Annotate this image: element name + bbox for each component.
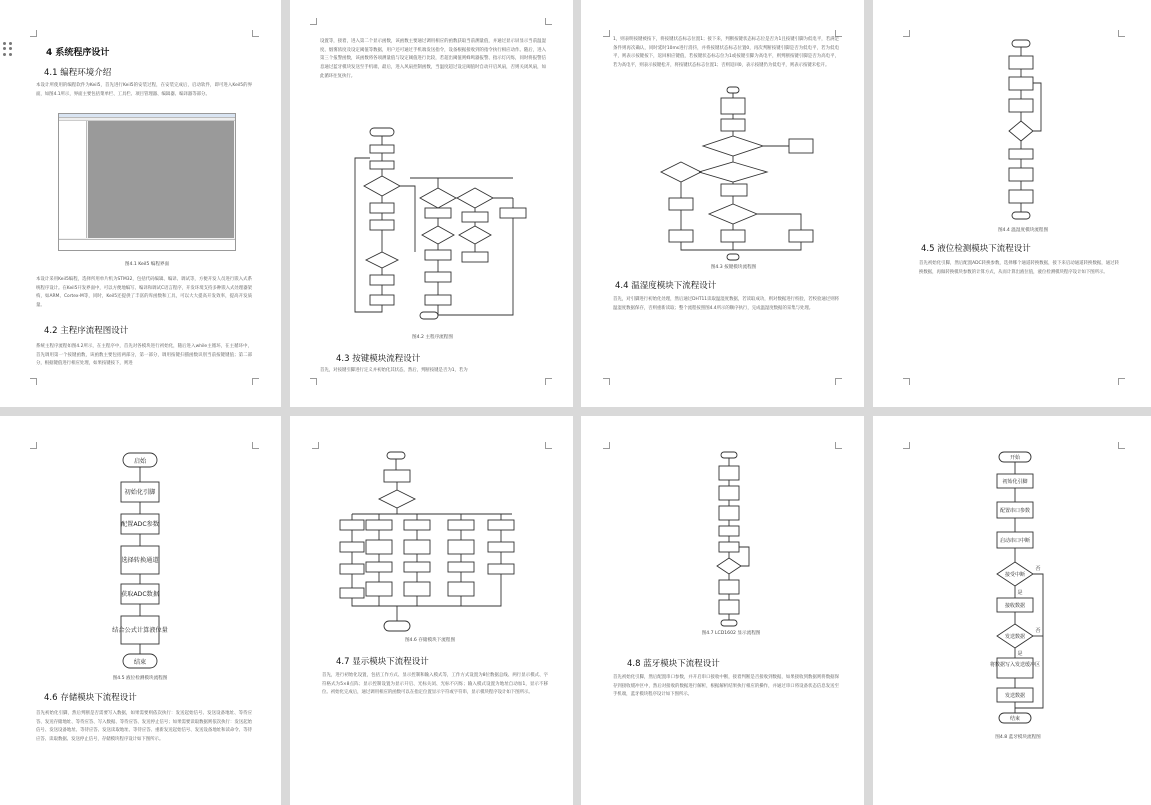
document-page-5 [0, 416, 281, 805]
paragraph: 首先，对引脚进行初始化处理，然后通过DHT11读取温湿度数据，若读取成功，则对数据进行校验，若校验通过则将温湿度数据保存，否则重新读取；整个流程按照图4.4所示的顺序执行，完成温湿度数据的采集与处理。 [613, 297, 839, 311]
figure-caption: 图4.5 液位检测模块流程图 [112, 676, 168, 681]
bluetooth-module-flowchart [873, 416, 1151, 805]
figure-caption: 图4.4 温湿度模块流程图 [997, 228, 1049, 233]
section-heading-4-3: 4.3 按键模块流程设计 [336, 354, 421, 364]
flow-start: 开始 [1009, 455, 1021, 461]
paragraph: 系统主程序流程如图4.2所示，在主程序中，首先对各模块进行初始化，随后进入while主循环，在主循环中，首先调用第一个按键函数，该函数主要包括两部分，第一部分，调用按键扫描函数识别当前按键键值；第二部分，根据键值进行相应处理，如果按键按下，则进 [36, 344, 252, 367]
section-heading-4-5: 4.5 液位检测模块下流程设计 [921, 244, 1031, 254]
paragraph: 首先，进行初始化设置，包括工作方式、显示控制和输入模式等，工作方式设置为8位数据总线、两行显示模式、字符格式为5×8点阵；显示控制设置为显示开启、光标关闭、光标不闪烁；输入模式设置为地址自动加1，显示不移位。初始化完成后，通过调用相应的函数可以在指定位置显示字符或字符串，显示模块程序设计如下图所示。 [322, 673, 548, 696]
document-page-2 [290, 0, 573, 407]
flow-step: 接收数据 [1004, 603, 1026, 609]
flow-step: 启动串口中断 [999, 538, 1031, 544]
flow-step: 发送数据 [1004, 693, 1026, 699]
flow-end: 结束 [133, 659, 147, 666]
flow-step: 选择转换通道 [121, 557, 159, 564]
temperature-humidity-flowchart [873, 0, 1151, 407]
document-page-4 [873, 0, 1151, 407]
drag-handle-icon[interactable] [3, 42, 13, 56]
key-module-flowchart [581, 0, 864, 407]
paragraph: 1，则表明按键被按下，将按键状态标志位置1；接下来，判断按键状态标志位是否为1且按键引脚为低电平，若满足条件则再次确认，同时延时10ms进行消抖，并将按键状态标志位置0，再次判断按键引脚是否为低电平，若为低电平，则表示按键按下，返回相应键值，若按键状态标志位为1或按键引脚为高电平，则判断按键引脚是否为高电平，若为高电平，则表示按键松开，将按键状态标志位置1；否则返回0，表示按键仍为低电平，则表示按键未松开。 [613, 37, 839, 69]
paragraph: 本设计采用Keil5编程，选择所用单片机为STM32，包括代码编辑、编译、调试等，方便开发人员进行嵌入式系统程序设计。在Keil5开发界面中，可以方便地编写、编译和调试C语言程序，开发环境支持多种嵌入式处理器架构，如ARM、Cortex-M等，同时，Keil5还提供了丰富的库函数和工具，可以大大提高开发效率，提高开发质量。 [36, 277, 252, 309]
document-page-3 [581, 0, 864, 407]
figure-caption: 图4.8 蓝牙模块流程图 [995, 735, 1041, 740]
paragraph: 首先，对按键引脚进行定义并初始化其状态，然后，判断按键是否为1，若为 [320, 368, 468, 373]
storage-module-flowchart [290, 416, 573, 805]
yes-label: 是 [1017, 590, 1023, 596]
flow-step: 结合公式计算液位量 [112, 627, 168, 634]
figure-caption: 图4.1 Keil5 编程界面 [124, 262, 170, 267]
flow-step: 配置串口参数 [999, 508, 1031, 514]
section-heading-4-6: 4.6 存储模块下流程设计 [44, 693, 137, 703]
no-label: 否 [1035, 628, 1041, 634]
figure-caption: 图4.7 LCD1602 显示流程图 [701, 631, 761, 636]
chapter-heading: 4 系统程序设计 [46, 48, 110, 58]
paragraph: 设置等，接着，进入第二个显示函数，该函数主要通过调用相应的函数获取当前测量值，并通过显示屏显示当前温湿度、烟雾浓度及设定阈值等数据，用户还可通过手机端发送指令，设备根据接收到的指令执行相应动作。随后，进入第三个报警函数，该函数将各项测量值与设定阈值进行比较，若超出阈值则蜂鸣器报警、指示灯闪烁，同时将报警信息通过蓝牙模块发送至手机端，最后，进入风扇控制函数，当温度超过设定阈值时自动开启风扇，否则关闭风扇，如此循环往复执行。 [320, 39, 546, 79]
keil5-screenshot-image [58, 113, 236, 251]
flow-step: 配置ADC参数 [120, 521, 160, 528]
document-page-8 [873, 416, 1151, 805]
flow-step: 将数据写入发送缓冲区 [989, 662, 1041, 668]
flow-decision: 接受中断 [1004, 572, 1026, 578]
main-program-flowchart [290, 0, 573, 407]
flow-step: 初始化引脚 [124, 489, 156, 496]
paragraph: 首先初始化引脚，然后配置串口参数，并开启串口接收中断，接着判断是否接收到数据，如果接收到数据则将数据保存到接收缓冲区中，然后对接收的数据进行解析，根据解析结果执行相应的操作，并通过串口将设备状态信息发送至手机端，蓝牙模块程序设计如下图所示。 [613, 675, 839, 698]
paragraph: 首先初始化引脚，然后判断是否需要写入数据，如果需要则依次执行：发送起始信号、发送设备地址、等待应答、发送存储地址、等待应答、写入数据、等待应答、发送停止信号；如果需要读取数据则依次执行：发送起始信号、发送设备地址、等待应答、发送读取地址、等待应答、重新发送起始信号、发送设备地址和读命令、等待应答、读取数据、发送停止信号，存储模块程序设计如下图所示。 [36, 711, 252, 743]
yes-label: 是 [1017, 651, 1023, 657]
section-heading-4-2: 4.2 主程序流程图设计 [44, 326, 129, 336]
document-page-7 [581, 416, 864, 805]
document-page-1 [0, 0, 281, 407]
figure-caption: 图4.2 主程序流程图 [412, 335, 453, 340]
flow-end: 结束 [1009, 716, 1021, 722]
paragraph: 本设计所使用的编程软件为Keil5，首先进行Keil5的安装过程，在安装完成后，启动软件，即可进入Keil5的界面，如图4.1所示，界面主要包括菜单栏、工具栏、项目管理器、编辑器、编译器等部分。 [36, 83, 252, 97]
lcd1602-flowchart [581, 416, 864, 805]
flow-step: 获取ADC数据 [120, 591, 160, 598]
document-page-6 [290, 416, 573, 805]
no-label: 否 [1035, 566, 1041, 572]
figure-caption: 图4.3 按键模块流程图 [710, 265, 757, 270]
flow-decision: 发送数据 [1004, 634, 1026, 640]
section-heading-4-1: 4.1 编程环境介绍 [44, 68, 112, 78]
figure-caption: 图4.6 存储模块下流程图 [404, 638, 456, 643]
flow-start: 启始 [133, 458, 147, 465]
flow-step: 初始化引脚 [1002, 479, 1028, 485]
paragraph: 首先初始化引脚，然后配置ADC转换参数，选择哪个通道转换数据，接下来启动通道转换数据，通过转换数据，再做转换模块参数的计算方式，从而计算出液位值，液位检测模块程序设计如下图所示。 [919, 261, 1119, 275]
section-heading-4-4: 4.4 温湿度模块下流程设计 [615, 281, 717, 291]
section-heading-4-7: 4.7 显示模块下流程设计 [336, 657, 429, 667]
section-heading-4-8: 4.8 蓝牙模块下流程设计 [627, 659, 720, 669]
